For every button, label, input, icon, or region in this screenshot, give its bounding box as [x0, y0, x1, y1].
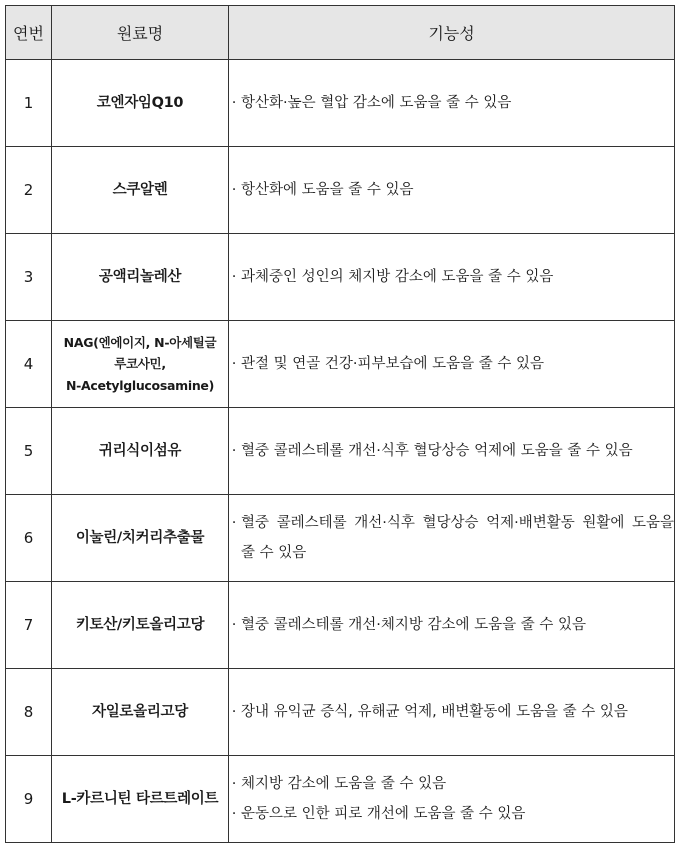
- bullet: ·: [231, 617, 237, 633]
- ingredient-name: 귀리식이섬유: [52, 408, 229, 495]
- table-row: [6, 669, 675, 756]
- bullet: ·: [231, 443, 237, 459]
- ingredient-name: 코엔자임Q10: [52, 60, 229, 147]
- row-num: 3: [6, 234, 52, 321]
- table-row: [6, 234, 675, 321]
- bullet: ·: [231, 269, 237, 285]
- ingredient-name: [52, 321, 229, 408]
- function-item: [229, 610, 674, 640]
- table-row: [6, 582, 675, 669]
- bullet: ·: [231, 806, 237, 822]
- function-text: 장내 유익균 증식, 유해균 억제, 배변활동에 도움을 줄 수 있음: [241, 704, 628, 720]
- row-num: 2: [6, 147, 52, 234]
- function-item: [229, 262, 674, 292]
- bullet: ·: [231, 776, 237, 792]
- function-text: 혈중 콜레스테롤 개선·식후 혈당상승 억제에 도움을 줄 수 있음: [241, 443, 633, 459]
- function-cell: [229, 60, 675, 147]
- function-item: [229, 769, 674, 799]
- function-text: 과체중인 성인의 체지방 감소에 도움을 줄 수 있음: [241, 269, 554, 285]
- function-text: 항산화에 도움을 줄 수 있음: [241, 182, 414, 198]
- function-cell: [229, 756, 675, 843]
- function-text: 체지방 감소에 도움을 줄 수 있음: [241, 776, 447, 792]
- table-row: [6, 321, 675, 408]
- header-function: 기능성: [229, 6, 675, 60]
- table-header-row: [6, 6, 675, 60]
- function-item: [229, 175, 674, 205]
- functional-ingredients-table: [5, 5, 675, 843]
- function-text: 혈중 콜레스테롤 개선·식후 혈당상승 억제·배변활동 원활에 도움을 줄 수 있음: [241, 515, 674, 561]
- function-item: [229, 349, 674, 379]
- function-text: 관절 및 연골 건강·피부보습에 도움을 줄 수 있음: [241, 356, 545, 372]
- row-num: 1: [6, 60, 52, 147]
- header-num: 연번: [6, 6, 52, 60]
- function-item: [229, 508, 674, 568]
- function-cell: [229, 147, 675, 234]
- ingredient-name: 이눌린/치커리추출물: [52, 495, 229, 582]
- row-num: 8: [6, 669, 52, 756]
- row-num: 5: [6, 408, 52, 495]
- function-item: [229, 799, 674, 829]
- function-text: 혈중 콜레스테롤 개선·체지방 감소에 도움을 줄 수 있음: [241, 617, 587, 633]
- ingredient-name: 자일로올리고당: [52, 669, 229, 756]
- function-text: 항산화·높은 혈압 감소에 도움을 줄 수 있음: [241, 95, 512, 111]
- function-item: [229, 436, 674, 466]
- table-row: [6, 408, 675, 495]
- row-num: 6: [6, 495, 52, 582]
- ingredient-name: 공액리놀레산: [52, 234, 229, 321]
- function-item: [229, 697, 674, 727]
- table-row: [6, 495, 675, 582]
- function-cell: [229, 234, 675, 321]
- bullet: ·: [231, 704, 237, 720]
- ingredient-name: 스쿠알렌: [52, 147, 229, 234]
- function-cell: [229, 408, 675, 495]
- function-cell: [229, 669, 675, 756]
- bullet: ·: [231, 95, 237, 111]
- ingredient-name: 키토산/키토올리고당: [52, 582, 229, 669]
- header-name: 원료명: [52, 6, 229, 60]
- ingredient-name-line: N-Acetylglucosamine): [65, 377, 215, 393]
- bullet: ·: [231, 356, 237, 372]
- function-cell: [229, 582, 675, 669]
- ingredient-name: L-카르니틴 타르트레이트: [52, 756, 229, 843]
- function-cell: [229, 321, 675, 408]
- function-text: 운동으로 인한 피로 개선에 도움을 줄 수 있음: [241, 806, 526, 822]
- function-item: [229, 88, 674, 118]
- row-num: 4: [6, 321, 52, 408]
- table-row: [6, 147, 675, 234]
- table-row: [6, 60, 675, 147]
- bullet: ·: [231, 182, 237, 198]
- ingredient-name-line: NAG(엔에이지, N-아세틸글: [63, 335, 217, 351]
- ingredient-name-line: 루코사민,: [114, 356, 166, 372]
- table-row: [6, 756, 675, 843]
- function-cell: [229, 495, 675, 582]
- row-num: 7: [6, 582, 52, 669]
- bullet: ·: [231, 515, 237, 531]
- row-num: 9: [6, 756, 52, 843]
